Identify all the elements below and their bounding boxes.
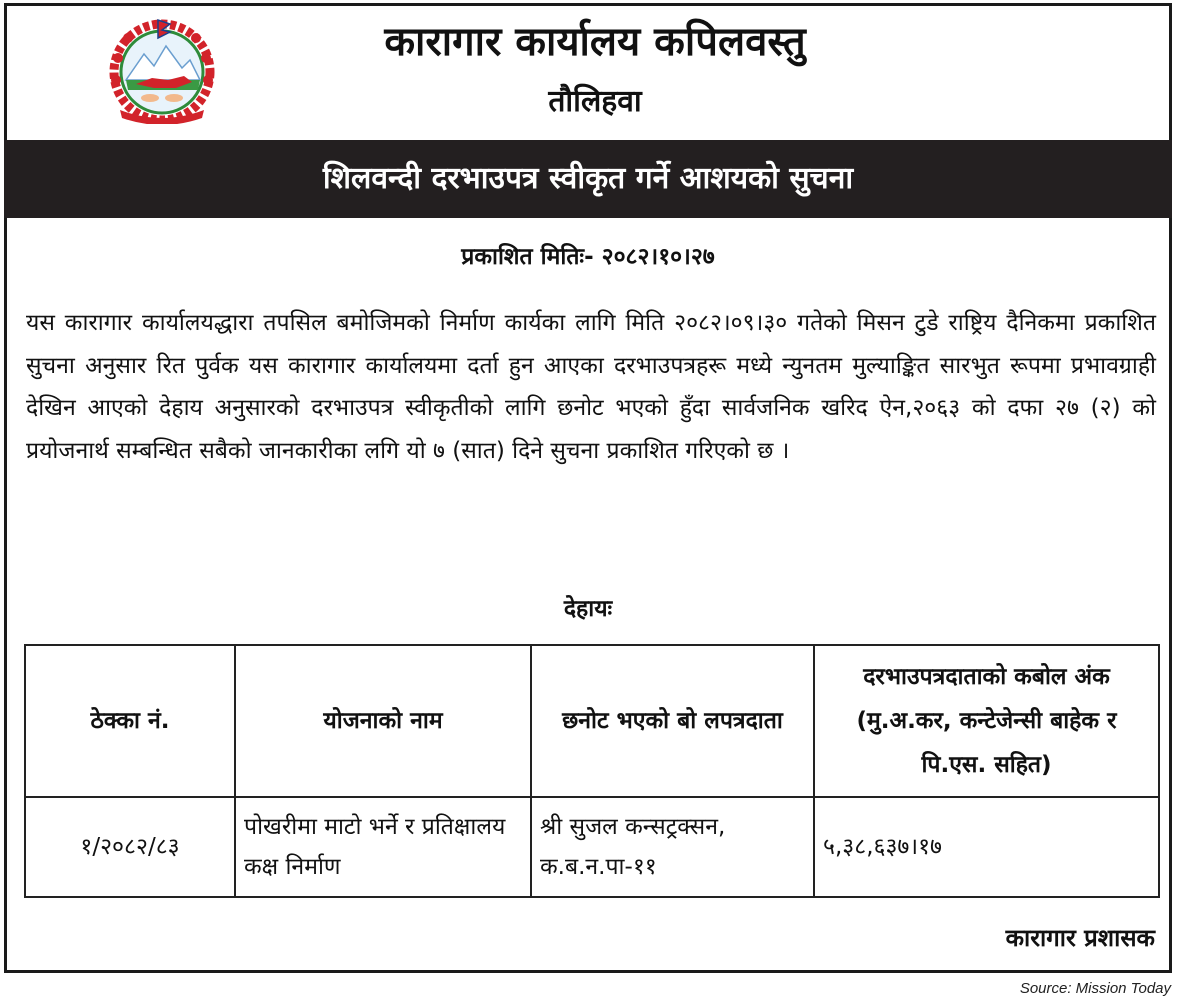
contract-table [24,644,1160,898]
table-row [25,797,1159,897]
cell-project-name: पोखरीमा माटो भर्ने र प्रतिक्षालय कक्ष निर्माण [235,797,531,897]
nepal-government-emblem-icon [104,18,220,124]
office-name: कारागार कार्यालय कपिलवस्तु [384,19,806,65]
notice-title: शिलवन्दी दरभाउपत्र स्वीकृत गर्ने आशयको सुचना [4,140,1172,218]
office-location: तौलिहवा [548,84,642,119]
published-date: प्रकाशित मितिः- २०८२।१०।२७ [461,244,715,270]
source-credit: Source: Mission Today [1019,980,1171,997]
signatory: कारागार प्रशासक [1005,924,1155,952]
notice-body: यस कारागार कार्यालयद्धारा तपसिल बमोजिमको निर्माण कार्यका लागि मिति २०८२।०९।३० गतेको मिसन टुडे राष्ट्रिय दैनिकमा प्रकाशित सुचना अनुसार रित पुर्वक यस कारागार कार्यालयमा दर्ता हुन आएका दरभाउपत्रहरू मध्ये न्युनतम मुल्याङ्कित सारभुत रूपमा प्रभावग्राही देखिन आएको देहाय अनुसारको दरभाउपत्र स्वीकृतीको लागि छनोट भएको हुँदा सार्वजनिक खरिद ऐन,२०६३ को दफा २७ (२) को प्रयोजनार्थ सम्बन्धित सबैको जानकारीका लगि यो ७ (सात) दिने सुचना प्रकाशित गरिएको छ । [26,310,1156,464]
header-contract-no: ठेक्का नं. [25,645,235,797]
header-bid-amount: दरभाउपत्रदाताको कबोल अंक (मु.अ.कर, कन्टेजेन्सी बाहेक र पि.एस. सहित) [814,645,1159,797]
details-label: देहायः [563,596,613,622]
cell-bid-amount: ५,३८,६३७।१७ [814,797,1159,897]
header-selected-bidder: छनोट भएको बो लपत्रदाता [531,645,814,797]
table-header-row [25,645,1159,797]
header-project-name: योजनाको नाम [235,645,531,797]
cell-selected-bidder: श्री सुजल कन्सट्रक्सन, क.ब.न.पा-११ [531,797,814,897]
cell-contract-no: १/२०८२/८३ [25,797,235,897]
